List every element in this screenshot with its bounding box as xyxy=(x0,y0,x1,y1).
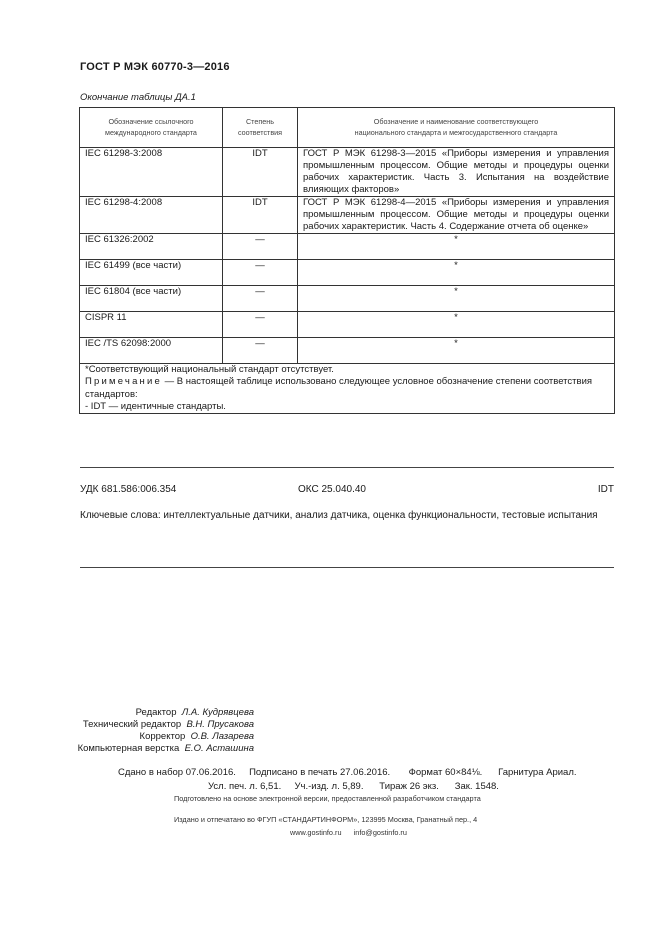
note-text: — В настоящей таблице использовано следующее условное обозначение степени соответствия стандартов: xyxy=(85,376,593,400)
row-code: IEC 61804 (все части) xyxy=(80,286,223,312)
row-code: IEC 61298-3:2008 xyxy=(80,148,223,197)
row-code: IEC 61326:2002 xyxy=(80,234,223,260)
row-degree: — xyxy=(223,286,298,312)
table-row xyxy=(80,286,615,312)
col-header-degree: Степень соответствия xyxy=(223,108,298,148)
reference-standards-table xyxy=(79,107,615,414)
note-item: - IDT — идентичные стандарты. xyxy=(85,400,226,412)
table-footnote xyxy=(80,364,615,414)
row-description: ГОСТ Р МЭК 61298-3—2015 «Приборы измерения и управления промышленным процессом. Общие методы и процедуры оценки рабочих характеристик. Часть 3. Испытания на воздействие влияющих факторов» xyxy=(298,148,615,197)
row-description: * xyxy=(298,286,615,312)
table-footnote-row xyxy=(80,364,615,414)
table-row xyxy=(80,148,615,197)
publishing-line-2: Усл. печ. л. 6,51. Уч.-изд. л. 5,89. Тираж 26 экз. Зак. 1548. xyxy=(208,781,499,792)
col-header-international-standard: Обозначение ссылочного международного стандарта xyxy=(80,108,223,148)
row-degree: IDT xyxy=(223,197,298,234)
row-description: ГОСТ Р МЭК 61298-4—2015 «Приборы измерения и управления промышленным процессом. Общие методы и процедуры оценки рабочих характеристик. Часть 4. Содержание отчета об оценке» xyxy=(298,197,615,234)
row-degree: — xyxy=(223,234,298,260)
row-code: IEC /TS 62098:2000 xyxy=(80,338,223,364)
row-description: * xyxy=(298,338,615,364)
row-code: IEC 61499 (все части) xyxy=(80,260,223,286)
table-row xyxy=(80,197,615,234)
table-header-row xyxy=(80,108,615,148)
table-row xyxy=(80,312,615,338)
col-header-national-standard: Обозначение и наименование соответствующего национального стандарта и межгосударственного стандарта xyxy=(298,108,615,148)
staff-tech-editor: Технический редактор В.Н. Прусакова xyxy=(82,719,254,730)
row-degree: IDT xyxy=(223,148,298,197)
footnote-text: *Соответствующий национальный стандарт отсутствует. xyxy=(85,364,334,375)
staff-layout: Компьютерная верстка Е.О. Асташина xyxy=(77,743,254,754)
row-code: CISPR 11 xyxy=(80,312,223,338)
publisher-contacts: www.gostinfo.ru info@gostinfo.ru xyxy=(290,828,407,837)
note-block xyxy=(85,376,609,401)
staff-editor: Редактор Л.А. Кудрявцева xyxy=(135,707,254,718)
row-description: * xyxy=(298,312,615,338)
table-row xyxy=(80,234,615,260)
table-caption: Окончание таблицы ДА.1 xyxy=(80,92,196,103)
row-degree: — xyxy=(223,338,298,364)
row-degree: — xyxy=(223,260,298,286)
row-description: * xyxy=(298,234,615,260)
table-row xyxy=(80,338,615,364)
table-row xyxy=(80,260,615,286)
publishing-line-1: Сдано в набор 07.06.2016. Подписано в печать 27.06.2016. Формат 60×84⅛. Гарнитура Ариал. xyxy=(118,767,577,778)
page-header-title: ГОСТ Р МЭК 60770-3—2016 xyxy=(80,61,230,73)
row-degree: — xyxy=(223,312,298,338)
row-description: * xyxy=(298,260,615,286)
divider-bottom xyxy=(80,567,614,568)
row-code: IEC 61298-4:2008 xyxy=(80,197,223,234)
note-label: Примечание xyxy=(85,376,162,388)
udk-code: УДК 681.586:006.354 xyxy=(80,484,177,495)
divider-top xyxy=(80,467,614,468)
keywords: Ключевые слова: интеллектуальные датчики, анализ датчика, оценка функциональности, тестовые испытания xyxy=(80,510,598,521)
publisher-address: Издано и отпечатано во ФГУП «СТАНДАРТИНФОРМ», 123995 Москва, Гранатный пер., 4 xyxy=(174,815,478,824)
staff-corrector: Корректор О.В. Лазарева xyxy=(139,731,254,742)
oks-code: ОКС 25.040.40 xyxy=(298,484,366,495)
degree-code: IDT xyxy=(597,484,614,495)
publishing-note: Подготовлено на основе электронной версии, предоставленной разработчиком стандарта xyxy=(174,794,481,803)
